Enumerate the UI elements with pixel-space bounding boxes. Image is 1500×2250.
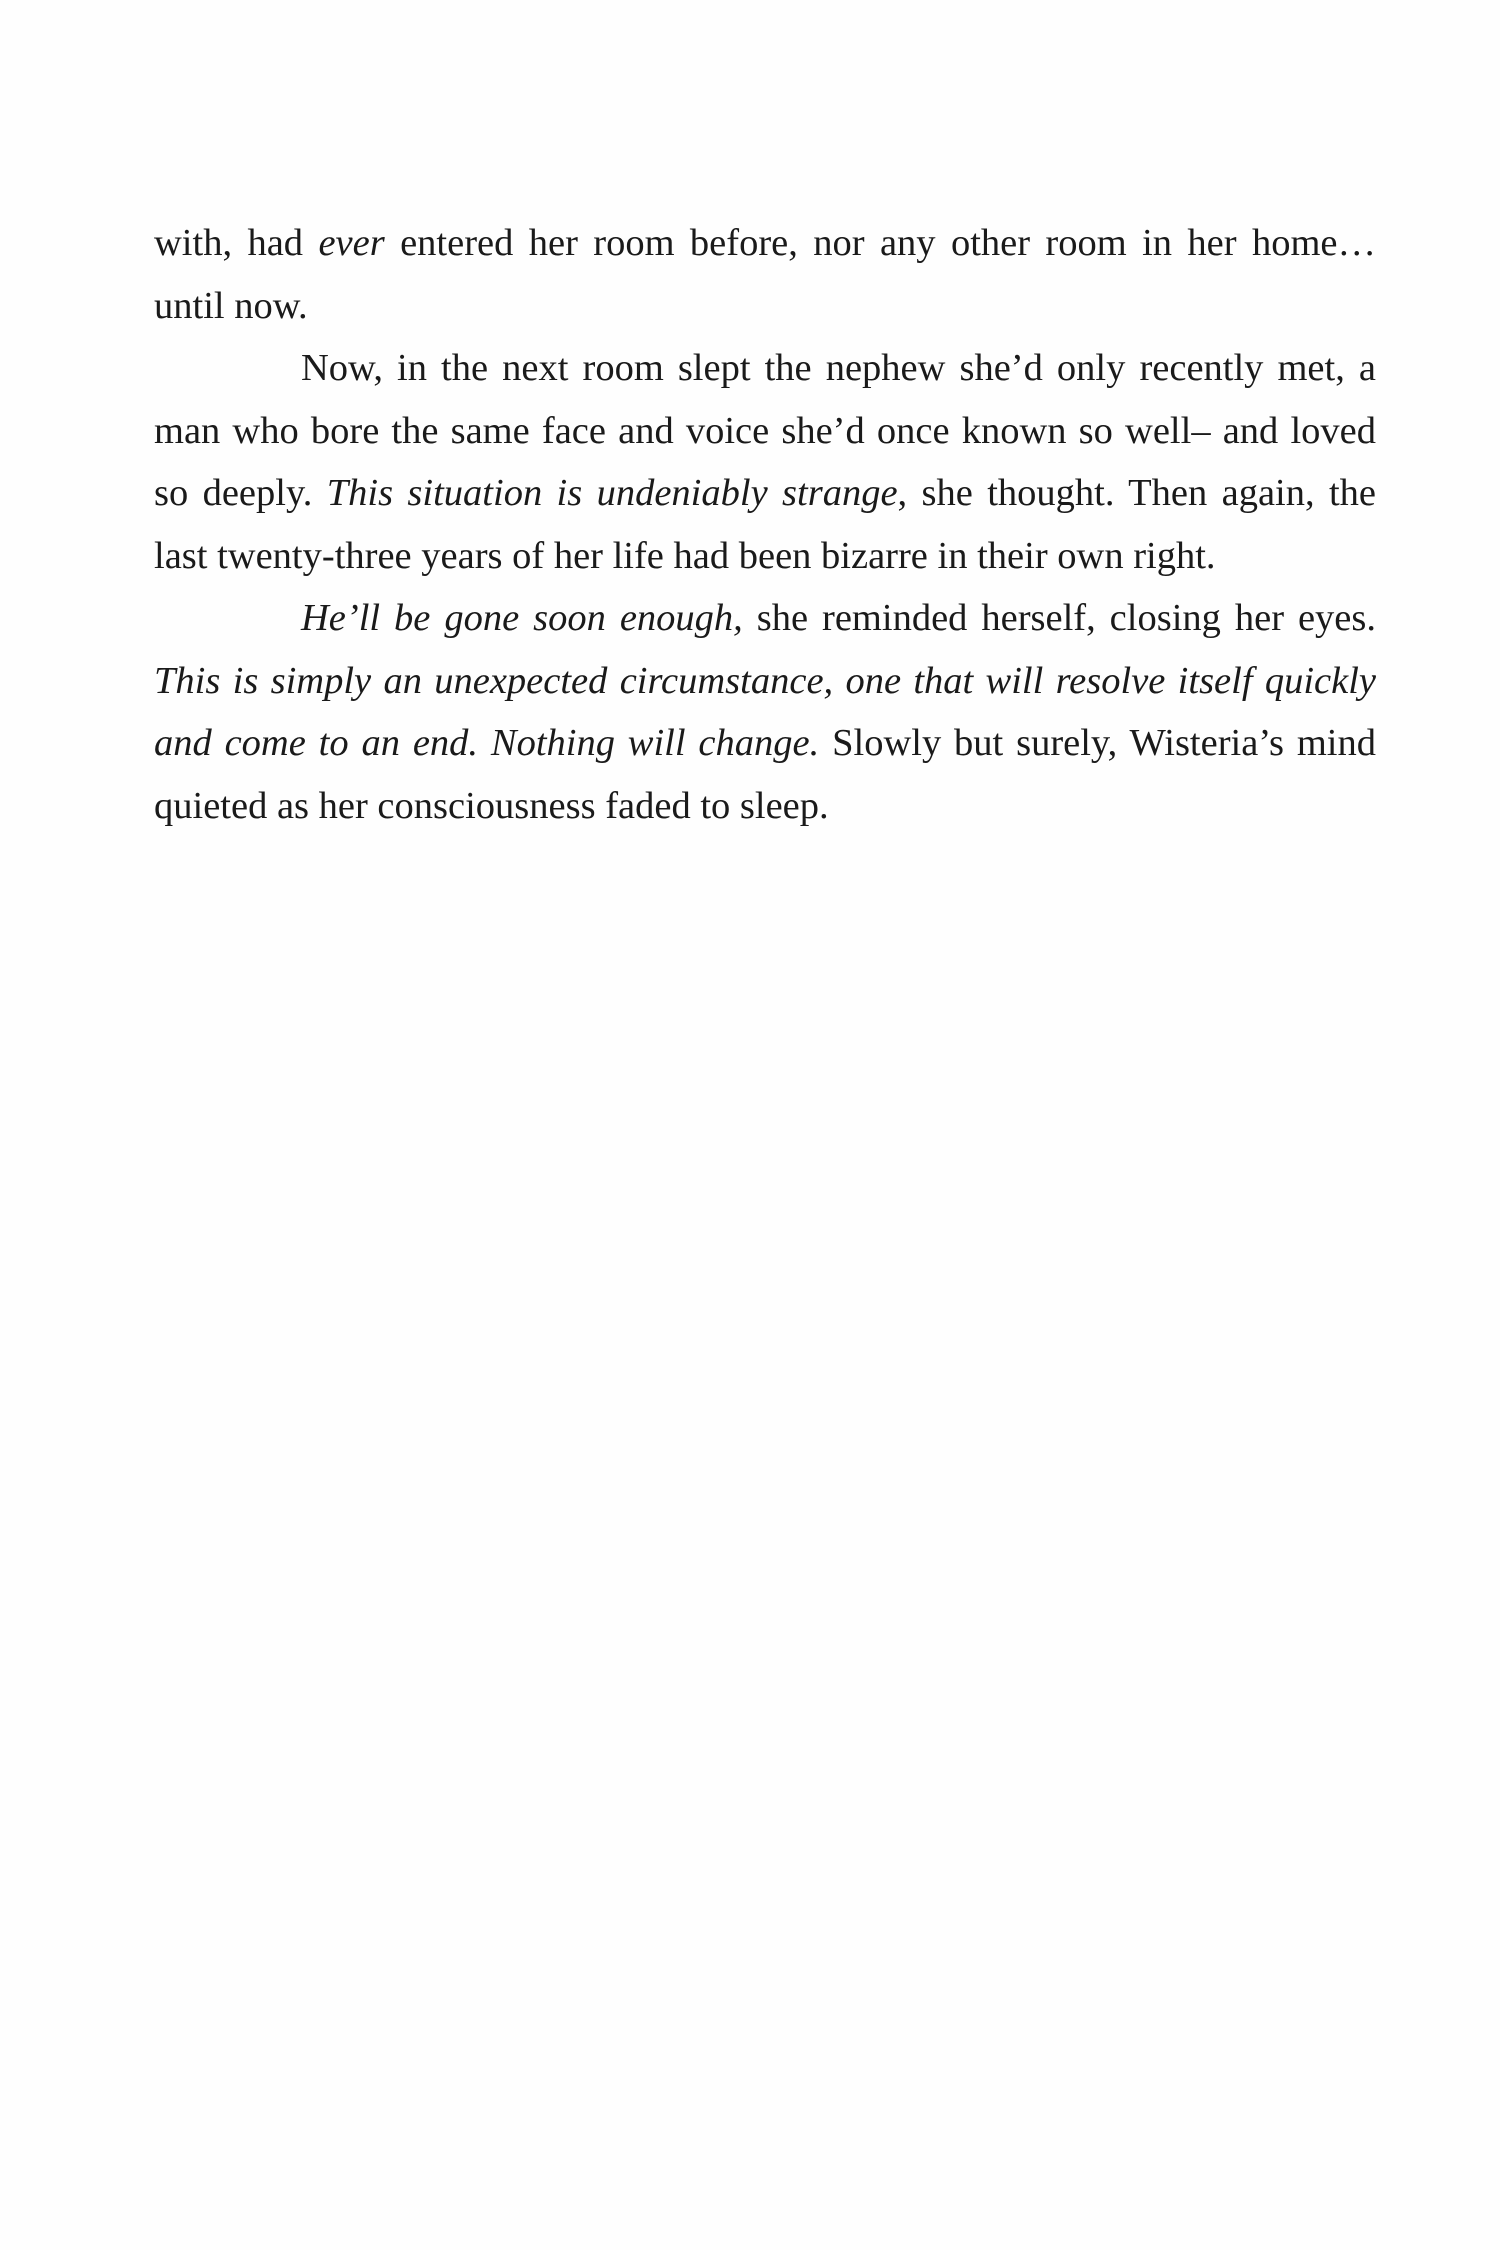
text-run: with, had	[154, 222, 319, 264]
italic-text-run: This is simply an unexpected circumstance, one that will resolve itself quickly and come to an end. Nothing will change.	[154, 659, 1376, 764]
italic-text-run: This situation is undeniably strange	[326, 472, 898, 514]
italic-text-run: ever	[318, 222, 385, 264]
text-run: Now, in the next room slept the nephew she’d only recently met, a man who bore the same face and voice she’d once known so well– and loved so deeply.	[154, 347, 1376, 514]
paragraph-2	[154, 337, 1376, 587]
body-text	[154, 212, 1376, 837]
paragraph-3	[154, 587, 1376, 837]
text-run: she reminded herself, closing her eyes.	[742, 597, 1376, 639]
text-run: entered her room before, nor any other room in her home… until now.	[154, 222, 1376, 327]
italic-text-run: He’ll be gone soon enough,	[301, 597, 743, 639]
text-run: , she thought. Then again, the last twenty-three years of her life had been bizarre in their own right.	[154, 472, 1377, 577]
paragraph-1	[154, 212, 1376, 337]
text-run: Slowly but surely, Wisteria’s mind quieted as her consciousness faded to sleep.	[154, 722, 1376, 827]
